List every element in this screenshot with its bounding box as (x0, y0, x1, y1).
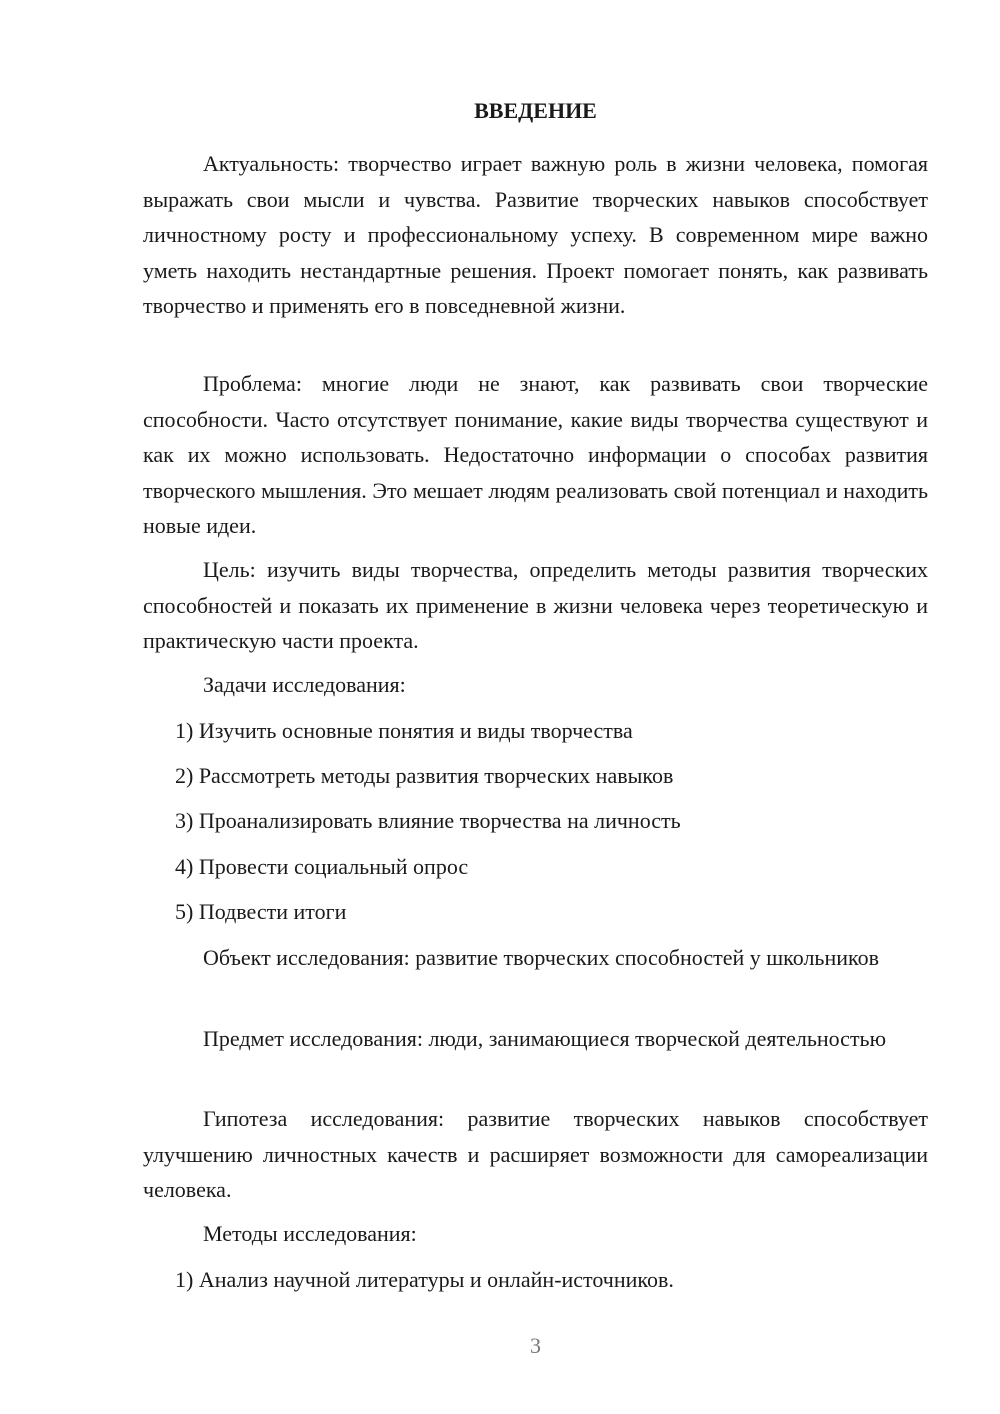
page-number: 3 (530, 1333, 541, 1358)
subject-paragraph: Предмет исследования: люди, занимающиеся творческой деятельностью (203, 1026, 887, 1051)
object-paragraph: Объект исследования: развитие творческих способностей у школьников (203, 945, 879, 970)
task-item-4: 4) Провести социальный опрос (175, 854, 469, 879)
tasks-heading: Задачи исследования: (203, 672, 406, 697)
goal-paragraph: Цель: изучить виды творчества, определить методы развития творческих способностей и показать их применение в жизни человека через теоретическую и практическую части проекта. (143, 557, 928, 653)
methods-heading: Методы исследования: (203, 1221, 417, 1246)
relevance-paragraph: Актуальность: творчество играет важную роль в жизни человека, помогая выражать свои мысли и чувства. Развитие творческих навыков способствует личностному росту и профессиональному успеху. В современном мире важно уметь находить нестандартные решения. Проект помогает понять, как развивать творчество и применять его в повседневной жизни. (143, 151, 928, 318)
hypothesis-paragraph: Гипотеза исследования: развитие творческих навыков способствует улучшению личностных качеств и расширяет возможности для самореализации человека. (143, 1106, 928, 1202)
task-item-3: 3) Проанализировать влияние творчества на личность (175, 808, 681, 833)
page-title: ВВЕДЕНИЕ (474, 98, 597, 123)
task-item-1: 1) Изучить основные понятия и виды творчества (175, 718, 633, 743)
method-item-1: 1) Анализ научной литературы и онлайн-источников. (175, 1267, 674, 1292)
task-item-5: 5) Подвести итоги (175, 899, 347, 924)
task-item-2: 2) Рассмотреть методы развития творческих навыков (175, 763, 674, 788)
problem-paragraph: Проблема: многие люди не знают, как развивать свои творческие способности. Часто отсутствует понимание, какие виды творчества существуют и как их можно использовать. Недостаточно информации о способах развития творческого мышления. Это мешает людям реализовать свой потенциал и находить новые идеи. (143, 371, 928, 538)
